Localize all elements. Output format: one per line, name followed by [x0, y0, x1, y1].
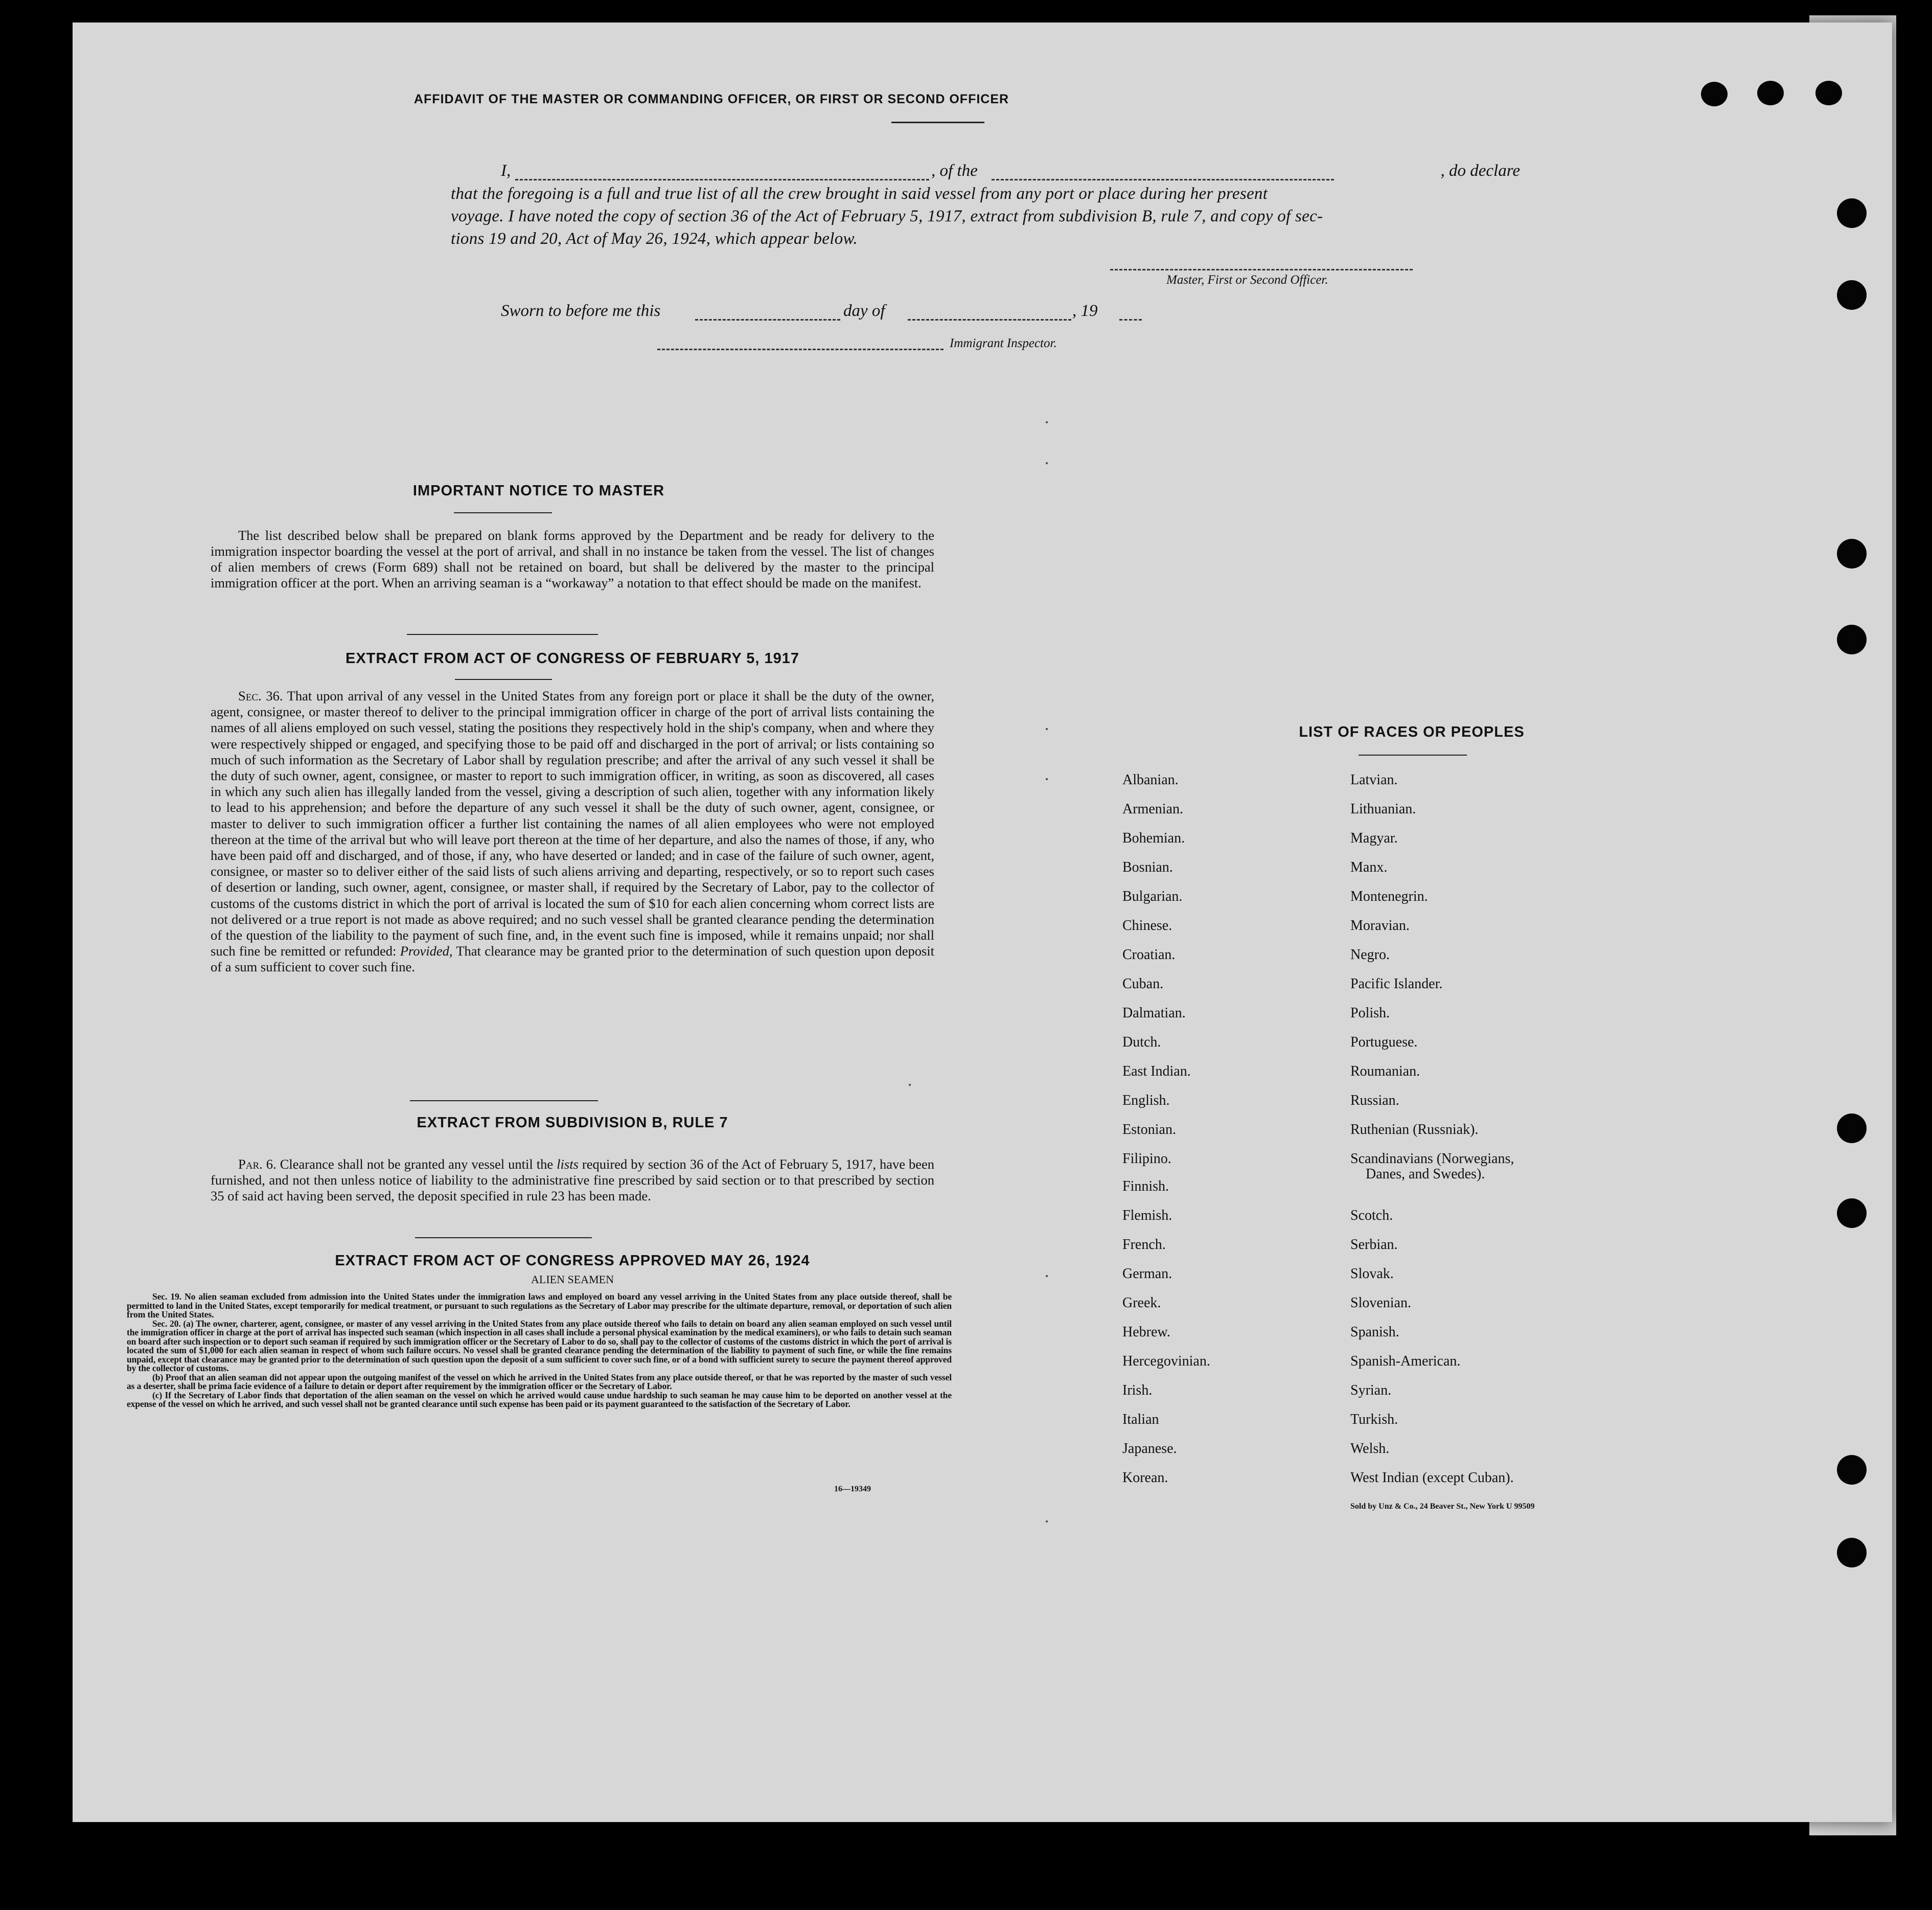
binder-hole	[1815, 81, 1842, 105]
inspector-caption: Immigrant Inspector.	[950, 336, 1057, 350]
race-item: Latvian.	[1350, 772, 1398, 788]
race-item: Bohemian.	[1122, 830, 1185, 846]
binder-hole	[1837, 1538, 1867, 1567]
speck	[1046, 462, 1048, 464]
affidavit-line2: that the foregoing is a full and true list of all the crew brought in said vessel from any port or place during her present	[451, 185, 1268, 203]
binder-hole	[1757, 81, 1784, 105]
race-item: Irish.	[1122, 1382, 1153, 1398]
sec20b-text: (b) Proof that an alien seaman did not appear upon the outgoing manifest of the vessel on which he arrived in the United States from any place outside thereof, or that he was reported by the master of such vessel as a deserter, shall be prima facie evidence of a failure to detain or deport after requirement by the immigration officer or the Secretary of Labor.	[127, 1372, 952, 1391]
inspector-line[interactable]	[657, 349, 944, 350]
binder-hole	[1837, 1455, 1867, 1485]
race-item: Italian	[1122, 1412, 1159, 1427]
race-item: Slovenian.	[1350, 1295, 1411, 1311]
year-blank[interactable]	[1119, 319, 1142, 321]
extract1917-text	[211, 688, 934, 975]
race-item: Magyar.	[1350, 830, 1398, 846]
form-sheet	[73, 22, 1892, 1822]
race-item: Korean.	[1122, 1470, 1168, 1486]
month-blank[interactable]	[908, 319, 1071, 321]
affidavit-title: AFFIDAVIT OF THE MASTER OR COMMANDING OFFICER, OR FIRST OR SECOND OFFICER	[413, 92, 1009, 106]
race-item: French.	[1122, 1237, 1166, 1253]
signature-caption: Master, First or Second Officer.	[1166, 273, 1328, 287]
race-item: Cuban.	[1122, 976, 1164, 992]
race-item: Japanese.	[1122, 1441, 1177, 1457]
extract1924-subtitle: ALIEN SEAMEN	[531, 1273, 614, 1286]
race-item: Flemish.	[1122, 1208, 1172, 1223]
extract1917-divider	[410, 1100, 598, 1101]
race-item: Spanish-American.	[1350, 1353, 1461, 1369]
affidavit-line3: voyage. I have noted the copy of section 36 of the Act of February 5, 1917, extract from subdivision B, rule 7, and copy of sec-	[451, 207, 1323, 225]
race-item: Chinese.	[1122, 918, 1172, 934]
sworn-label: Sworn to before me this	[501, 302, 661, 320]
race-item: Pacific Islander.	[1350, 976, 1443, 992]
title-underline	[891, 122, 984, 123]
affidavit-i-label: I,	[501, 162, 511, 180]
race-item: Lithuanian.	[1350, 801, 1416, 817]
do-declare-label: , do declare	[1440, 162, 1520, 180]
name-blank[interactable]	[515, 179, 929, 180]
extract1924-title: EXTRACT FROM ACT OF CONGRESS APPROVED MAY 26, 1924	[335, 1253, 810, 1269]
race-item: Bosnian.	[1122, 859, 1173, 875]
signature-line[interactable]	[1110, 269, 1413, 270]
sec20c-text: (c) If the Secretary of Labor finds that deportation of the alien seaman on the vessel on which he arrived would cause undue hardship to such seaman he may cause him to be deported on another vessel at the expense of the vessel on which he arrived, and such vessel shall not be granted clearance until such expense has been paid or its payment guaranteed to the satisfaction of the Secretary of Labor.	[127, 1390, 952, 1409]
rule7-title: EXTRACT FROM SUBDIVISION B, RULE 7	[417, 1115, 728, 1131]
notice-title: IMPORTANT NOTICE TO MASTER	[412, 483, 665, 499]
race-item: Albanian.	[1122, 772, 1179, 788]
sec36-body: That upon arrival of any vessel in the United States from any foreign port or place it shall be the duty of the owner, agent, consignee, or master thereof to deliver to the principal immigration officer in charge of the port of arrival lists containing the names of all aliens employed on such vessel, stating the positions they respectively hold in the ship's company, when and where they were respectively shipped or engaged, and specifying those to be paid off and discharged in the port of arrival; or lists containing so much of such information as the Secretary of Labor shall by regulation prescribe; and after the arrival of any such vessel it shall be the duty of such owner, agent, consignee, or master to report to such immigration officer, in writing, as soon as discovered, all cases in which any such alien has illegally landed from the vessel, giving a description of such alien, together with any information likely to lead to his apprehension; and before the departure of any such vessel it shall be the duty of such owner, agent, consignee, or master to deliver to such immigration officer a further list containing the names of all alien employees who were not employed thereon at the time of the arrival but who will leave port thereon at the time of her departure, and also the names of those, if any, who have been paid off and discharged, and of those, if any, who have deserted or landed; and in case of the failure of such owner, agent, consignee, or master so to deliver either of the said lists of such aliens arriving and departing, respectively, or so to report such cases of desertion or landing, such owner, agent, consignee, or master shall, if required by the Secretary of Labor, pay to the collector of customs of the customs district in which the port of arrival is located the sum of $10 for each alien concerning whom correct lists are not delivered or a true report is not made as above required; and no such vessel shall be granted clearance pending the determination of the question of the liability to the payment of such fine, and, in the event such fine is imposed, while it remains unpaid; nor shall such fine be remitted or refunded:	[211, 688, 934, 959]
race-item: Greek.	[1122, 1295, 1161, 1311]
speck	[1046, 778, 1048, 780]
provided-label: Provided,	[400, 943, 453, 959]
speck	[1046, 1275, 1048, 1277]
race-item: Danes, and Swedes).	[1366, 1166, 1485, 1182]
speck	[909, 1084, 911, 1086]
form-number: 16—19349	[834, 1485, 871, 1493]
race-item: Portuguese.	[1350, 1034, 1418, 1050]
notice-divider	[407, 634, 598, 635]
race-item: Hebrew.	[1122, 1324, 1170, 1340]
rule7-divider	[415, 1237, 592, 1238]
day-of-label: day of	[843, 302, 885, 320]
race-item: Scandinavians (Norwegians,	[1350, 1151, 1514, 1167]
sold-by-imprint: Sold by Unz & Co., 24 Beaver St., New York U 99509	[1350, 1502, 1535, 1511]
vessel-blank[interactable]	[992, 179, 1334, 180]
par6-label: Par. 6.	[238, 1156, 277, 1172]
race-item: Bulgarian.	[1122, 889, 1183, 904]
sec36-label: Sec. 36.	[238, 688, 283, 703]
speck	[1046, 421, 1048, 423]
notice-title-rule	[454, 512, 552, 513]
race-item: Syrian.	[1350, 1382, 1392, 1398]
race-item: Estonian.	[1122, 1122, 1176, 1138]
rule7-text-b: required by section 36 of the Act of February 5, 1917, have been furnished, and not then unless notice of liability to the administrative fine prescribed by said section or to that prescribed by section 35 of said act having been served, the deposit specified in rule 23 has been made.	[211, 1156, 935, 1203]
race-item: Dalmatian.	[1122, 1005, 1186, 1021]
binder-hole	[1701, 82, 1728, 106]
binder-hole	[1837, 625, 1867, 654]
race-item: Serbian.	[1350, 1237, 1398, 1253]
race-item: Hercegovinian.	[1122, 1353, 1210, 1369]
race-item: Spanish.	[1350, 1324, 1399, 1340]
of-the-label: , of the	[931, 162, 978, 180]
race-item: Moravian.	[1350, 918, 1410, 934]
race-item: Welsh.	[1350, 1441, 1390, 1457]
race-item: West Indian (except Cuban).	[1350, 1470, 1514, 1486]
race-item: Manx.	[1350, 859, 1388, 875]
race-item: Turkish.	[1350, 1412, 1398, 1427]
binder-hole	[1837, 1113, 1867, 1143]
race-item: Filipino.	[1122, 1151, 1171, 1167]
race-item: Croatian.	[1122, 947, 1176, 963]
sworn-line	[501, 302, 1150, 326]
notice-text: The list described below shall be prepared on blank forms approved by the Department and be ready for delivery to the immigration inspector boarding the vessel at the port of arrival, and shall in no instance be taken from the vessel. The list of changes of alien members of crews (Form 689) shall not be retained on board, but shall be delivered by the master to the principal immigration officer at the port. When an arriving seaman is a “workaway” a notation to that effect should be made on the manifest.	[211, 528, 934, 590]
extract1917-title: EXTRACT FROM ACT OF CONGRESS OF FEBRUARY 5, 1917	[345, 650, 800, 667]
binder-hole	[1837, 1198, 1867, 1228]
race-item: English.	[1122, 1093, 1170, 1108]
rule7-text	[211, 1156, 934, 1204]
races-title: LIST OF RACES OR PEOPLES	[1299, 724, 1525, 740]
race-item: Ruthenian (Russniak).	[1350, 1122, 1479, 1138]
affidavit-line1	[501, 162, 1520, 186]
race-item: Dutch.	[1122, 1034, 1161, 1050]
speck	[1046, 1520, 1048, 1522]
rule7-text-a: Clearance shall not be granted any vessel until the	[280, 1156, 554, 1172]
races-title-rule	[1359, 755, 1467, 756]
race-item: German.	[1122, 1266, 1172, 1282]
race-item: Finnish.	[1122, 1178, 1169, 1194]
speck	[1046, 728, 1048, 730]
race-item: Negro.	[1350, 947, 1390, 963]
race-item: Polish.	[1350, 1005, 1390, 1021]
sec20a-text: Sec. 20. (a) The owner, charterer, agent, consignee, or master of any vessel arriving in the United States from any place outside thereof who fails to detain on board any alien seaman employed on such vessel until the immigration officer in charge at the port of arrival has inspected such seaman (which inspection in all cases shall include a personal physical examination by the medical examiners), or who fails to detain such seaman on board after such inspection or to deport such seaman if required by such immigration officer or the Secretary of Labor to do so, shall pay to the collector of customs of the customs district in which the port of arrival is located the sum of $1,000 for each alien seaman in respect of whom such failure occurs. No vessel shall be granted clearance pending the determination of the liability to payment of such fine, or while the fine remains unpaid, except that clearance may be granted prior to the determination of such question upon the deposit of a sum sufficient to cover such fine, or of a bond with sufficient surety to secure the payment thereof approved by the collector of customs.	[127, 1318, 952, 1373]
race-item: Armenian.	[1122, 801, 1183, 817]
extract1924-text	[127, 1292, 952, 1409]
race-item: Russian.	[1350, 1093, 1399, 1108]
binder-hole	[1837, 539, 1867, 569]
race-item: Montenegrin.	[1350, 889, 1428, 904]
extract1917-title-rule	[455, 679, 552, 680]
binder-hole	[1837, 280, 1867, 310]
year-label: , 19	[1072, 302, 1098, 320]
affidavit-line4: tions 19 and 20, Act of May 26, 1924, which appear below.	[451, 230, 858, 248]
race-item: Slovak.	[1350, 1266, 1394, 1282]
race-item: East Indian.	[1122, 1063, 1191, 1079]
race-item: Roumanian.	[1350, 1063, 1420, 1079]
race-item: Scotch.	[1350, 1208, 1393, 1223]
sec19-text: Sec. 19. No alien seaman excluded from admission into the United States under the immigration laws and employed on board any vessel arriving in the United States from any place outside thereof, shall be permitted to land in the United States, except temporarily for medical treatment, or pursuant to such regulations as the Secretary of Labor may prescribe for the ultimate departure, removal, or deportation of such alien from the United States.	[127, 1291, 952, 1320]
sec36-tail: That clearance may be granted prior to the determination of such question upon deposit of a sum sufficient to cover such fine.	[211, 943, 934, 975]
binder-hole	[1837, 198, 1867, 228]
lists-word: lists	[557, 1156, 579, 1172]
day-blank[interactable]	[695, 319, 840, 321]
